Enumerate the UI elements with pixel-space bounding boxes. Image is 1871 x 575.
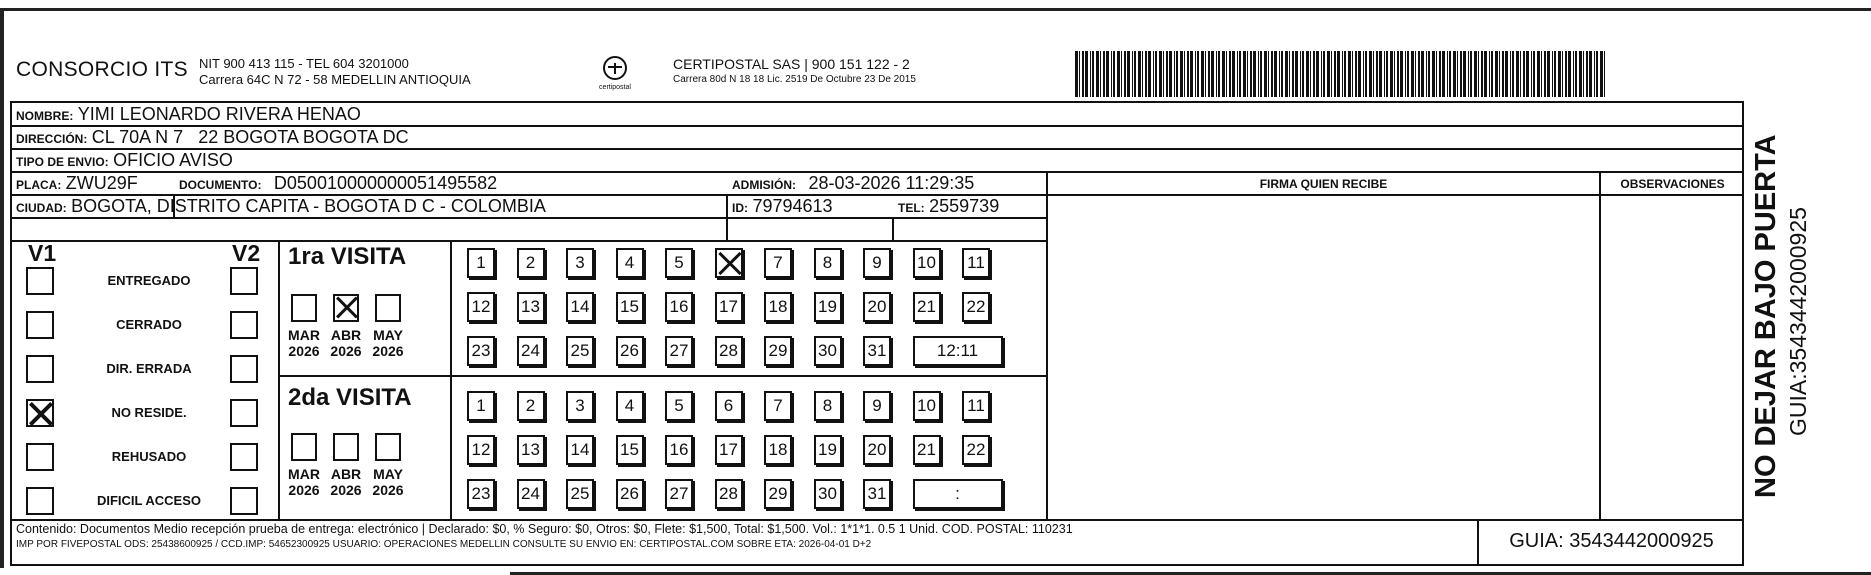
day-box[interactable]: 14 <box>566 292 594 322</box>
barcode-bar <box>1279 51 1280 97</box>
month-checkbox[interactable] <box>333 433 359 461</box>
nombre-value: YIMI LEONARDO RIVERA HENAO <box>77 104 361 124</box>
barcode-bar <box>1331 51 1332 97</box>
documento-value: D050010000000051495582 <box>273 173 498 193</box>
barcode-bar <box>1363 51 1364 97</box>
v2-checkbox[interactable] <box>230 311 258 339</box>
direccion-row <box>16 127 409 148</box>
barcode-bar <box>1082 51 1084 97</box>
day-box[interactable]: 11 <box>962 391 990 421</box>
month-label: MAR 2026 <box>288 327 320 359</box>
day-box[interactable]: 23 <box>467 479 495 509</box>
barcode-bar <box>1390 51 1393 97</box>
placa-field <box>16 173 138 194</box>
day-box[interactable]: 26 <box>616 336 644 366</box>
v1-checkbox[interactable] <box>26 487 54 515</box>
top-border-line <box>0 8 1871 11</box>
barcode-bar <box>1302 51 1304 97</box>
nombre-row <box>16 104 361 125</box>
day-box[interactable]: 16 <box>665 435 693 465</box>
barcode-bar <box>1439 51 1441 97</box>
barcode-bar <box>1260 51 1262 97</box>
tipo-row <box>16 150 233 171</box>
tipo-label: TIPO DE ENVIO: <box>16 155 109 169</box>
barcode-bar <box>1316 51 1319 97</box>
barcode-bar <box>1562 51 1563 97</box>
v1-checkbox[interactable] <box>26 399 54 427</box>
day-box[interactable]: 29 <box>764 479 792 509</box>
day-box[interactable]: 9 <box>863 248 891 278</box>
day-box[interactable]: 12 <box>467 292 495 322</box>
ciudad-field <box>16 196 546 217</box>
barcode-bar <box>1145 51 1147 97</box>
day-box[interactable]: 26 <box>616 479 644 509</box>
carrier-info <box>673 56 916 85</box>
barcode-bar <box>1195 51 1196 97</box>
day-box[interactable]: 28 <box>715 479 743 509</box>
barcode-bar <box>1405 51 1406 97</box>
status-label: NO RESIDE. <box>111 405 187 420</box>
barcode-bar <box>1348 51 1351 97</box>
day-box[interactable]: 1 <box>467 391 495 421</box>
day-box[interactable]: 15 <box>616 292 644 322</box>
barcode-bar <box>1355 51 1357 97</box>
barcode-bar <box>1468 51 1469 97</box>
day-box[interactable]: 19 <box>814 292 842 322</box>
barcode-bar <box>1138 51 1141 97</box>
month-checkbox[interactable] <box>291 433 317 461</box>
barcode-bar <box>1159 51 1162 97</box>
barcode-bar <box>1520 51 1521 97</box>
tel-value: 2559739 <box>929 196 1000 216</box>
day-box[interactable]: 19 <box>814 435 842 465</box>
day-box[interactable]: 13 <box>517 292 545 322</box>
day-box[interactable]: 24 <box>517 336 545 366</box>
admision-field <box>732 173 974 194</box>
barcode-bar <box>1495 51 1498 97</box>
admision-label: ADMISIÓN: <box>732 178 796 192</box>
time-box[interactable]: 12:11 <box>913 336 1003 366</box>
barcode-bar <box>1453 51 1456 97</box>
barcode-bar <box>1386 51 1388 97</box>
barcode-bar <box>1568 51 1571 97</box>
v2-checkbox[interactable] <box>230 443 258 471</box>
barcode-bar <box>1239 51 1241 97</box>
barcode-bar <box>1369 51 1372 97</box>
month-checkbox[interactable] <box>375 433 401 461</box>
day-box[interactable]: 13 <box>517 435 545 465</box>
day-box[interactable]: 29 <box>764 336 792 366</box>
day-box[interactable]: 28 <box>715 336 743 366</box>
barcode-bar <box>1184 51 1185 97</box>
barcode-bar <box>1226 51 1227 97</box>
barcode-bar <box>1531 51 1532 97</box>
barcode-bar <box>1379 51 1382 97</box>
barcode-bar <box>1400 51 1403 97</box>
status-label: CERRADO <box>116 317 182 332</box>
barcode-bar <box>1411 51 1414 97</box>
day-box[interactable]: 18 <box>764 435 792 465</box>
barcode <box>1075 51 1608 99</box>
month-label: MAY 2026 <box>372 327 404 359</box>
day-box[interactable]: 1 <box>467 248 495 278</box>
barcode-bar <box>1499 51 1500 97</box>
carrier-line: CERTIPOSTAL SAS | 900 151 122 - 2 <box>673 56 910 72</box>
barcode-bar <box>1565 51 1567 97</box>
guia-vertical: GUIA:3543442000925 <box>1785 207 1811 436</box>
barcode-bar <box>1211 51 1214 97</box>
day-box[interactable]: 18 <box>764 292 792 322</box>
barcode-bar <box>1153 51 1154 97</box>
barcode-bar <box>1111 51 1112 97</box>
barcode-bar <box>1310 51 1311 97</box>
barcode-bar <box>1594 51 1595 97</box>
barcode-bar <box>1180 51 1183 97</box>
firma-header: FIRMA QUIEN RECIBE <box>1259 177 1388 191</box>
month-label: ABR 2026 <box>330 327 362 359</box>
barcode-bar <box>1575 51 1577 97</box>
barcode-bar <box>1155 51 1157 97</box>
carrier-address: Carrera 80d N 18 18 Lic. 2519 De Octubre 23 De 2015 <box>673 74 916 85</box>
day-box[interactable]: 4 <box>616 391 644 421</box>
day-box[interactable]: 22 <box>962 435 990 465</box>
status-label: ENTREGADO <box>107 273 191 288</box>
day-box[interactable]: 12 <box>467 435 495 465</box>
barcode-bar <box>1216 51 1217 97</box>
barcode-bar <box>1484 51 1487 97</box>
placa-label: PLACA: <box>16 178 62 192</box>
time-box[interactable]: : <box>913 479 1003 509</box>
day-box[interactable]: 24 <box>517 479 545 509</box>
day-box[interactable]: 16 <box>665 292 693 322</box>
day-box[interactable]: 14 <box>566 435 594 465</box>
barcode-bar <box>1113 51 1115 97</box>
day-box[interactable]: 7 <box>764 248 792 278</box>
day-box[interactable]: 25 <box>566 479 594 509</box>
barcode-bar <box>1547 51 1550 97</box>
barcode-bar <box>1478 51 1479 97</box>
barcode-bar <box>1166 51 1168 97</box>
delivery-form <box>10 101 1744 566</box>
barcode-bar <box>1106 51 1109 97</box>
day-box[interactable]: 11 <box>962 248 990 278</box>
contenido-text: Contenido: Documentos Medio recepción prueba de entrega: electrónico | Declarado: $0, % Seguro: $0, Otros: $0, Flete: $1,500, Total: $1,500. Vol.: 1*1*1. 0.5 1 Unid. COD. POSTAL: 110231 <box>16 522 1073 536</box>
barcode-bar <box>1337 51 1340 97</box>
nombre-label: NOMBRE: <box>16 109 74 123</box>
day-box[interactable]: 15 <box>616 435 644 465</box>
barcode-bar <box>1134 51 1136 97</box>
barcode-bar <box>1554 51 1556 97</box>
barcode-bar <box>1250 51 1252 97</box>
left-border-line <box>0 8 4 568</box>
barcode-bar <box>1421 51 1424 97</box>
barcode-bar <box>1264 51 1267 97</box>
barcode-bar <box>1426 51 1427 97</box>
barcode-bar <box>1232 51 1235 97</box>
barcode-bar <box>1295 51 1298 97</box>
company-info <box>199 56 471 88</box>
barcode-bar <box>1512 51 1514 97</box>
barcode-bar <box>1523 51 1525 97</box>
barcode-bar <box>1208 51 1210 97</box>
ciudad-value: BOGOTA, DISTRITO CAPITA - BOGOTA D C - COLOMBIA <box>71 196 546 216</box>
barcode-bar <box>1397 51 1399 97</box>
id-value: 79794613 <box>752 196 833 216</box>
barcode-bar <box>1418 51 1420 97</box>
month-checkbox[interactable] <box>375 294 401 322</box>
barcode-bar <box>1579 51 1582 97</box>
barcode-bar <box>1085 51 1088 97</box>
day-box[interactable]: 30 <box>814 479 842 509</box>
v1-checkbox[interactable] <box>26 443 54 471</box>
barcode-bar <box>1537 51 1540 97</box>
observaciones-header: OBSERVACIONES <box>1620 177 1725 191</box>
barcode-bar <box>1289 51 1290 97</box>
logo-caption: certipostal <box>599 84 631 91</box>
barcode-bar <box>1586 51 1588 97</box>
barcode-bar <box>1268 51 1269 97</box>
barcode-bar <box>1169 51 1172 97</box>
barcode-bar <box>1218 51 1220 97</box>
day-box[interactable] <box>715 248 743 278</box>
day-box[interactable]: 30 <box>814 336 842 366</box>
company-name: CONSORCIO ITS <box>16 58 188 81</box>
logo-icon <box>602 55 628 81</box>
barcode-bar <box>1201 51 1204 97</box>
barcode-bar <box>1436 51 1437 97</box>
barcode-bar <box>1334 51 1336 97</box>
barcode-bar <box>1124 51 1126 97</box>
day-box[interactable]: 9 <box>863 391 891 421</box>
barcode-bar <box>1190 51 1193 97</box>
barcode-bar <box>1428 51 1430 97</box>
barcode-bar <box>1079 51 1080 97</box>
day-box[interactable]: 27 <box>665 336 693 366</box>
barcode-bar <box>1092 51 1094 97</box>
barcode-bar <box>1460 51 1462 97</box>
admision-value: 28-03-2026 11:29:35 <box>808 173 975 193</box>
barcode-bar <box>1376 51 1378 97</box>
barcode-bar <box>1481 51 1483 97</box>
day-box[interactable]: 10 <box>913 391 941 421</box>
barcode-bar <box>1474 51 1477 97</box>
barcode-bar <box>1533 51 1535 97</box>
barcode-bar <box>1127 51 1130 97</box>
nit-line: NIT 900 413 115 - TEL 604 3201000 <box>199 56 409 71</box>
barcode-bar <box>1121 51 1122 97</box>
v1-checkbox[interactable] <box>26 267 54 295</box>
barcode-bar <box>1457 51 1458 97</box>
barcode-bar <box>1573 51 1574 97</box>
v1-checkbox[interactable] <box>26 311 54 339</box>
ciudad-label: CIUDAD: <box>16 201 67 215</box>
barcode-bar <box>1449 51 1451 97</box>
barcode-bar <box>1327 51 1330 97</box>
day-box[interactable]: 2 <box>517 248 545 278</box>
barcode-bar <box>1163 51 1164 97</box>
v2-checkbox[interactable] <box>230 487 258 515</box>
certipostal-logo <box>590 55 640 91</box>
barcode-bar <box>1117 51 1120 97</box>
barcode-bar <box>1552 51 1553 97</box>
barcode-bar <box>1253 51 1256 97</box>
id-label: ID: <box>732 201 748 215</box>
barcode-bar <box>1516 51 1519 97</box>
barcode-bar <box>1281 51 1283 97</box>
v1-checkbox[interactable] <box>26 355 54 383</box>
barcode-bar <box>1174 51 1175 97</box>
tel-field <box>898 196 999 217</box>
barcode-bar <box>1323 51 1325 97</box>
barcode-bar <box>1596 51 1598 97</box>
barcode-bar <box>1384 51 1385 97</box>
barcode-bar <box>1247 51 1248 97</box>
v2-checkbox[interactable] <box>230 355 258 383</box>
barcode-bar <box>1258 51 1259 97</box>
barcode-bar <box>1447 51 1448 97</box>
notice-vertical: NO DEJAR BAJO PUERTA <box>1750 134 1782 498</box>
barcode-bar <box>1342 51 1343 97</box>
day-box[interactable]: 20 <box>863 292 891 322</box>
barcode-bar <box>1583 51 1584 97</box>
status-label: DIFICIL ACCESO <box>96 493 201 508</box>
day-box[interactable]: 21 <box>913 292 941 322</box>
placa-value: ZWU29F <box>65 173 138 193</box>
barcode-bar <box>1558 51 1561 97</box>
day-box[interactable]: 23 <box>467 336 495 366</box>
day-box[interactable]: 8 <box>814 248 842 278</box>
address-line: Carrera 64C N 72 - 58 MEDELLIN ANTIOQUIA <box>199 72 471 87</box>
tipo-value: OFICIO AVISO <box>113 150 233 170</box>
barcode-bar <box>1292 51 1294 97</box>
barcode-bar <box>1103 51 1105 97</box>
barcode-bar <box>1544 51 1546 97</box>
barcode-bar <box>1222 51 1225 97</box>
barcode-bar <box>1197 51 1199 97</box>
day-box[interactable]: 17 <box>715 435 743 465</box>
barcode-bar <box>1285 51 1288 97</box>
barcode-bar <box>1505 51 1508 97</box>
day-box[interactable]: 6 <box>715 391 743 421</box>
barcode-bar <box>1344 51 1346 97</box>
day-box[interactable]: 8 <box>814 391 842 421</box>
day-box[interactable]: 20 <box>863 435 891 465</box>
visit2-title: 2da VISITA <box>288 384 412 411</box>
documento-field <box>179 173 497 194</box>
day-box[interactable]: 7 <box>764 391 792 421</box>
v1-header: V1 <box>28 240 57 266</box>
barcode-bar <box>1463 51 1466 97</box>
barcode-bar <box>1176 51 1178 97</box>
barcode-bar <box>1432 51 1435 97</box>
day-box[interactable]: 22 <box>962 292 990 322</box>
barcode-bar <box>1096 51 1099 97</box>
barcode-bar <box>1090 51 1091 97</box>
barcode-bar <box>1373 51 1374 97</box>
barcode-bar <box>1271 51 1273 97</box>
barcode-bar <box>1300 51 1301 97</box>
v2-checkbox[interactable] <box>230 267 258 295</box>
barcode-bar <box>1365 51 1367 97</box>
barcode-bar <box>1442 51 1445 97</box>
barcode-bar <box>1415 51 1416 97</box>
barcode-bar <box>1407 51 1409 97</box>
barcode-bar <box>1229 51 1231 97</box>
barcode-bar <box>1148 51 1151 97</box>
month-checkbox[interactable] <box>291 294 317 322</box>
day-box[interactable]: 10 <box>913 248 941 278</box>
status-label: REHUSADO <box>111 449 187 464</box>
barcode-bar <box>1100 51 1101 97</box>
day-box[interactable]: 2 <box>517 391 545 421</box>
barcode-bar <box>1510 51 1511 97</box>
day-box[interactable]: 5 <box>665 248 693 278</box>
barcode-bar <box>1243 51 1246 97</box>
day-box[interactable]: 27 <box>665 479 693 509</box>
day-box[interactable]: 5 <box>665 391 693 421</box>
barcode-bar <box>1600 51 1603 97</box>
barcode-bar <box>1142 51 1143 97</box>
day-box[interactable]: 17 <box>715 292 743 322</box>
id-field <box>732 196 833 217</box>
barcode-bar <box>1132 51 1133 97</box>
barcode-bar <box>1237 51 1238 97</box>
barcode-bar <box>1321 51 1322 97</box>
imp-text: IMP POR FIVEPOSTAL ODS: 25438600925 / CCD.IMP: 54652300925 USUARIO: OPERACIONES MEDELLIN CONSULTE SU ENVIO EN: CERTIPOSTAL.COM SOBRE ETA: 2026-04-01 D+2 <box>16 539 872 550</box>
barcode-bar <box>1313 51 1315 97</box>
barcode-bar <box>1604 51 1605 97</box>
barcode-bar <box>1470 51 1472 97</box>
month-label: ABR 2026 <box>330 466 362 498</box>
documento-label: DOCUMENTO: <box>179 178 262 192</box>
v2-checkbox[interactable] <box>230 399 258 427</box>
month-checkbox[interactable] <box>333 294 359 322</box>
visit1-title: 1ra VISITA <box>288 243 407 270</box>
day-box[interactable]: 31 <box>863 336 891 366</box>
day-box[interactable]: 31 <box>863 479 891 509</box>
direccion-value: CL 70A N 7 22 BOGOTA BOGOTA DC <box>91 127 409 147</box>
barcode-bar <box>1526 51 1529 97</box>
month-label: MAY 2026 <box>372 466 404 498</box>
day-box[interactable]: 3 <box>566 391 594 421</box>
barcode-bar <box>1358 51 1361 97</box>
status-label: DIR. ERRADA <box>106 361 192 376</box>
day-box[interactable]: 3 <box>566 248 594 278</box>
barcode-bar <box>1502 51 1504 97</box>
day-box[interactable]: 4 <box>616 248 644 278</box>
barcode-bar <box>1075 51 1078 97</box>
tel-label: TEL: <box>898 201 925 215</box>
day-box[interactable]: 25 <box>566 336 594 366</box>
barcode-bar <box>1205 51 1206 97</box>
barcode-bar <box>1589 51 1592 97</box>
barcode-bar <box>1491 51 1493 97</box>
barcode-bar <box>1541 51 1542 97</box>
barcode-bar <box>1274 51 1277 97</box>
barcode-bar <box>1394 51 1395 97</box>
barcode-bar <box>1489 51 1490 97</box>
barcode-bar <box>1306 51 1309 97</box>
v2-header: V2 <box>232 240 261 266</box>
barcode-bar <box>1352 51 1353 97</box>
day-box[interactable]: 21 <box>913 435 941 465</box>
direccion-label: DIRECCIÓN: <box>16 132 88 146</box>
barcode-bar <box>1187 51 1189 97</box>
month-label: MAR 2026 <box>288 466 320 498</box>
guia-box: GUIA: 3543442000925 <box>1509 530 1714 552</box>
